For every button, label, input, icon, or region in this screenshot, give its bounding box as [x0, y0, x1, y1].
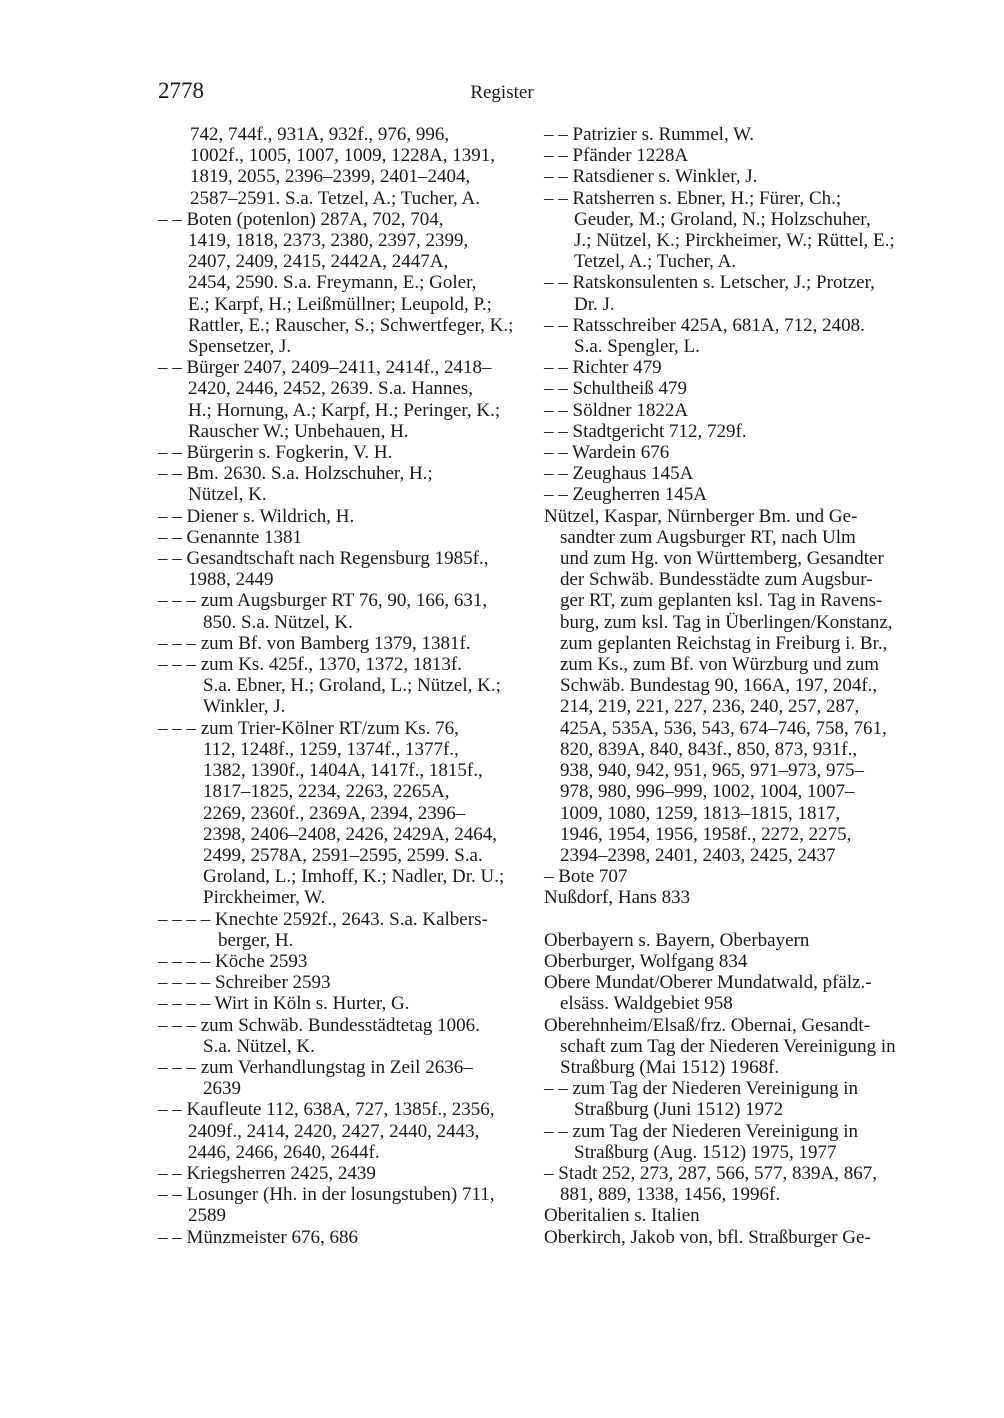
index-entry — [158, 972, 526, 993]
running-title: Register — [470, 82, 534, 103]
index-entry-line: Nützel, K. — [188, 484, 267, 506]
index-entry-line: Oberbayern s. Bayern, Oberbayern — [544, 929, 810, 951]
index-entry — [544, 951, 916, 972]
index-entry-line: Oberburger, Wolfgang 834 — [544, 950, 748, 972]
index-entry-line: 2454, 2590. S.a. Freymann, E.; Goler, — [188, 272, 477, 294]
index-entry — [544, 506, 916, 866]
index-entry-line: – – Münzmeister 676, 686 — [158, 1226, 359, 1248]
index-entry-line: – – zum Tag der Niederen Vereinigung in — [544, 1120, 859, 1142]
index-entry — [158, 1163, 526, 1184]
index-entry — [158, 1227, 526, 1248]
index-entry-line: zum geplanten Reichstag in Freiburg i. Br., — [560, 632, 888, 654]
page-number: 2778 — [158, 78, 204, 103]
index-entry-line: 742, 744f., 931A, 932f., 976, 996, — [190, 124, 450, 145]
index-entry-line: S.a. Nützel, K. — [203, 1035, 315, 1057]
index-entry-line: 1002f., 1005, 1007, 1009, 1228A, 1391, — [190, 145, 496, 167]
index-entry — [544, 1078, 916, 1120]
index-entry — [544, 930, 916, 951]
index-entry-line: Oberkirch, Jakob von, bfl. Straßburger Ge- — [544, 1226, 871, 1248]
index-entry-line: 2420, 2446, 2452, 2639. S.a. Hannes, — [188, 378, 473, 400]
index-entry-line: – – – zum Ks. 425f., 1370, 1372, 1813f. — [158, 654, 462, 676]
index-entry-line: sandter zum Augsburger RT, nach Ulm — [560, 526, 856, 548]
index-entry-line: – – – zum Augsburger RT 76, 90, 166, 631, — [158, 590, 488, 612]
index-entry-line: 1382, 1390f., 1404A, 1417f., 1815f., — [203, 760, 483, 782]
index-entry-line: 820, 839A, 840, 843f., 850, 873, 931f., — [560, 738, 858, 760]
index-entry-line: – – Gesandtschaft nach Regensburg 1985f., — [158, 548, 489, 570]
index-entry-line: – – Ratsdiener s. Winkler, J. — [544, 166, 758, 188]
index-entry — [544, 378, 916, 399]
index-entry — [158, 951, 526, 972]
index-entry-line: – – – zum Schwäb. Bundesstädtetag 1006. — [158, 1014, 480, 1036]
index-entry-line: – – Kaufleute 112, 638A, 727, 1385f., 2356, — [158, 1099, 495, 1121]
index-entry — [158, 909, 526, 951]
index-entry — [158, 357, 526, 442]
index-entry-line: – – Boten (potenlon) 287A, 702, 704, — [158, 208, 444, 230]
index-entry — [544, 272, 916, 314]
index-entry — [544, 1163, 916, 1205]
index-entry-line: Nußdorf, Hans 833 — [544, 887, 691, 909]
index-entry — [544, 909, 916, 930]
index-entry-line: – – – – Schreiber 2593 — [158, 972, 331, 994]
index-entry-line: – – Bürger 2407, 2409–2411, 2414f., 2418– — [158, 357, 492, 379]
index-column-left — [158, 124, 526, 1248]
index-entry-line: – – – zum Verhandlungstag in Zeil 2636– — [158, 1056, 473, 1078]
index-entry — [158, 654, 526, 718]
index-entry-line: S.a. Ebner, H.; Groland, L.; Nützel, K.; — [203, 675, 501, 697]
index-entry — [158, 442, 526, 463]
index-entry-line: – – – zum Trier-Kölner RT/zum Ks. 76, — [158, 717, 459, 739]
index-entry-line: der Schwäb. Bundesstädte zum Augsbur- — [560, 569, 873, 591]
index-entry-line: Straßburg (Mai 1512) 1968f. — [560, 1056, 780, 1078]
index-entry — [158, 463, 526, 505]
index-entry — [158, 993, 526, 1014]
index-entry — [158, 1015, 526, 1057]
index-entry-line: 425A, 535A, 536, 543, 674–746, 758, 761, — [560, 717, 887, 739]
index-entry-line: 1009, 1080, 1259, 1813–1815, 1817, — [560, 802, 841, 824]
index-entry-line: – – zum Tag der Niederen Vereinigung in — [544, 1078, 859, 1100]
index-entry-line: 1988, 2449 — [188, 569, 274, 591]
index-entry-line: – – Richter 479 — [544, 357, 662, 379]
index-entry-line: 2587–2591. S.a. Tetzel, A.; Tucher, A. — [190, 187, 480, 209]
index-entry — [544, 1205, 916, 1226]
index-entry-line: 2639 — [203, 1078, 241, 1100]
index-entry — [158, 209, 526, 357]
index-entry-line: 2589 — [188, 1205, 226, 1227]
index-entry — [158, 527, 526, 548]
index-entry-line: – – Ratskonsulenten s. Letscher, J.; Protzer, — [544, 272, 875, 294]
index-entry-line: Straßburg (Aug. 1512) 1975, 1977 — [574, 1141, 837, 1163]
index-entry — [544, 463, 916, 484]
index-entry-line: J.; Nützel, K.; Pirckheimer, W.; Rüttel, E.; — [574, 230, 895, 252]
index-entry-line: – – Bm. 2630. S.a. Holzschuher, H.; — [158, 463, 433, 485]
index-entry-line: 938, 940, 942, 951, 965, 971–973, 975– — [560, 760, 864, 782]
index-entry-line: berger, H. — [218, 929, 294, 951]
index-entry-line: Oberehnheim/Elsaß/frz. Obernai, Gesandt- — [544, 1014, 871, 1036]
index-entry — [544, 124, 916, 145]
index-entry-line: Obere Mundat/Oberer Mundatwald, pfälz.- — [544, 972, 872, 994]
index-entry-line: – – Zeugherren 145A — [544, 484, 708, 506]
index-entry — [544, 972, 916, 1014]
index-entry — [544, 315, 916, 357]
index-entry-line: Dr. J. — [574, 293, 615, 315]
index-entry-line: 2398, 2406–2408, 2426, 2429A, 2464, — [203, 823, 497, 845]
index-entry-line: Groland, L.; Imhoff, K.; Nadler, Dr. U.; — [203, 866, 505, 888]
index-entry-line: Winkler, J. — [203, 696, 286, 718]
index-entry-line: – – Ratsschreiber 425A, 681A, 712, 2408. — [544, 314, 865, 336]
index-entry — [158, 590, 526, 632]
index-entry — [544, 1121, 916, 1163]
index-entry-line: – – – – Knechte 2592f., 2643. S.a. Kalbers- — [158, 908, 488, 930]
index-entry — [544, 166, 916, 187]
index-entry-line: – – Wardein 676 — [544, 442, 670, 464]
index-entry — [158, 718, 526, 909]
index-entry-line: – – Patrizier s. Rummel, W. — [544, 124, 755, 145]
index-entry-line: 2446, 2466, 2640, 2644f. — [188, 1141, 380, 1163]
index-entry-line: – – – – Köche 2593 — [158, 950, 308, 972]
index-entry-line: Geuder, M.; Groland, N.; Holzschuher, — [574, 208, 871, 230]
index-entry-line: schaft zum Tag der Niederen Vereinigung in — [560, 1035, 896, 1057]
index-entry-line: elsäss. Waldgebiet 958 — [560, 993, 733, 1015]
index-entry — [544, 145, 916, 166]
index-entry-line: 881, 889, 1338, 1456, 1996f. — [560, 1184, 781, 1206]
index-entry — [158, 1184, 526, 1226]
index-entry — [544, 421, 916, 442]
index-entry-line: 214, 219, 221, 227, 236, 240, 257, 287, — [560, 696, 860, 718]
index-entry — [544, 484, 916, 505]
index-entry-line: – – Bürgerin s. Fogkerin, V. H. — [158, 442, 393, 464]
index-entry — [158, 1057, 526, 1099]
index-entry-line: Pirckheimer, W. — [203, 887, 326, 909]
index-entry-line: – – Diener s. Wildrich, H. — [158, 505, 355, 527]
index-entry-line: 2269, 2360f., 2369A, 2394, 2396– — [203, 802, 466, 824]
index-entry-line: – – Stadtgericht 712, 729f. — [544, 420, 747, 442]
index-entry-line: 1946, 1954, 1956, 1958f., 2272, 2275, — [560, 823, 852, 845]
index-entry — [158, 633, 526, 654]
index-entry — [158, 506, 526, 527]
index-entry — [544, 1227, 916, 1248]
index-entry-line: H.; Hornung, A.; Karpf, H.; Peringer, K.; — [188, 399, 501, 421]
index-entry-line: 2499, 2578A, 2591–2595, 2599. S.a. — [203, 844, 483, 866]
index-entry-line: Oberitalien s. Italien — [544, 1205, 700, 1227]
index-entry — [544, 887, 916, 908]
index-entry — [544, 442, 916, 463]
index-entry-line: Rauscher W.; Unbehauen, H. — [188, 420, 409, 442]
index-entry-line: burg, zum ksl. Tag in Überlingen/Konstanz, — [560, 611, 893, 633]
index-entry-line: Nützel, Kaspar, Nürnberger Bm. und Ge- — [544, 505, 858, 527]
index-entry — [158, 548, 526, 590]
index-entry-line: – – Zeughaus 145A — [544, 463, 694, 485]
index-entry — [158, 124, 526, 209]
index-entry-line: 112, 1248f., 1259, 1374f., 1377f., — [203, 738, 459, 760]
index-entry-line: und zum Hg. von Württemberg, Gesandter — [560, 548, 884, 570]
index-entry-line: 2409f., 2414, 2420, 2427, 2440, 2443, — [188, 1120, 480, 1142]
index-entry — [544, 188, 916, 273]
index-entry-line: 1817–1825, 2234, 2263, 2265A, — [203, 781, 450, 803]
index-entry-line: – – Losunger (Hh. in der losungstuben) 711, — [158, 1184, 495, 1206]
index-entry-line: Spensetzer, J. — [188, 336, 292, 358]
index-entry-line: – – Söldner 1822A — [544, 399, 689, 421]
index-entry-line: – – Pfänder 1228A — [544, 145, 689, 167]
index-entry — [544, 1015, 916, 1079]
index-entry-line: – – – – Wirt in Köln s. Hurter, G. — [158, 993, 410, 1015]
index-entry-line: 850. S.a. Nützel, K. — [203, 611, 353, 633]
index-entry-line: zum Ks., zum Bf. von Würzburg und zum — [560, 654, 880, 676]
index-entry-line: – – Schultheiß 479 — [544, 378, 688, 400]
index-entry-line: S.a. Spengler, L. — [574, 336, 700, 358]
index-entry-line: – – Kriegsherren 2425, 2439 — [158, 1162, 376, 1184]
index-entry-line: Rattler, E.; Rauscher, S.; Schwertfeger, K.; — [188, 314, 514, 336]
index-entry-line: 1419, 1818, 2373, 2380, 2397, 2399, — [188, 230, 469, 252]
index-entry-line: – Bote 707 — [544, 866, 628, 888]
index-entry-line: 978, 980, 996–999, 1002, 1004, 1007– — [560, 781, 855, 803]
index-entry-line: 2394–2398, 2401, 2403, 2425, 2437 — [560, 844, 836, 866]
index-entry-line: – – Ratsherren s. Ebner, H.; Fürer, Ch.; — [544, 187, 842, 209]
index-column-right — [544, 124, 916, 1248]
index-entry — [158, 1099, 526, 1163]
index-entry — [544, 866, 916, 887]
index-entry-line: – – – zum Bf. von Bamberg 1379, 1381f. — [158, 632, 471, 654]
index-entry — [544, 400, 916, 421]
index-entry — [544, 357, 916, 378]
index-entry-line: – Stadt 252, 273, 287, 566, 577, 839A, 867, — [544, 1162, 878, 1184]
index-entry-line: Schwäb. Bundestag 90, 166A, 197, 204f., — [560, 675, 878, 697]
index-entry-line: – – Genannte 1381 — [158, 526, 303, 548]
index-entry-line: Straßburg (Juni 1512) 1972 — [574, 1099, 784, 1121]
index-entry-line: 1819, 2055, 2396–2399, 2401–2404, — [190, 166, 471, 188]
index-entry-line: Tetzel, A.; Tucher, A. — [574, 251, 737, 273]
index-entry-line: 2407, 2409, 2415, 2442A, 2447A, — [188, 251, 449, 273]
index-entry-line: ger RT, zum geplanten ksl. Tag in Ravens- — [560, 590, 883, 612]
index-entry-line: E.; Karpf, H.; Leißmüllner; Leupold, P.; — [188, 293, 492, 315]
